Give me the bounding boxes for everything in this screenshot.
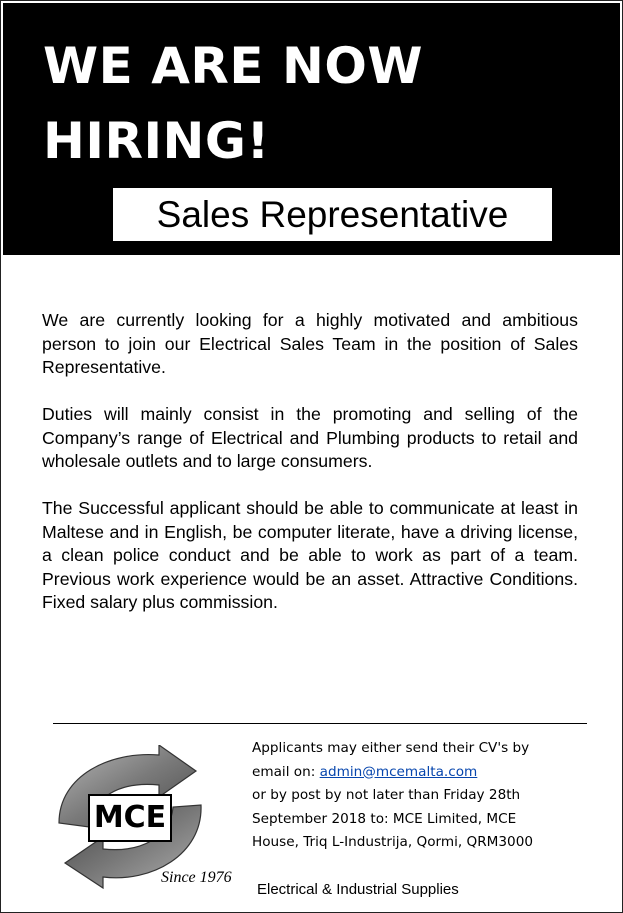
mce-logo: [51, 745, 246, 890]
divider: [53, 723, 587, 724]
logo-text: MCE: [93, 800, 167, 835]
contact-line-1: Applicants may either send their CV's by: [252, 740, 530, 756]
contact-line-2: [252, 761, 572, 785]
logo-since: Since 1976: [161, 869, 232, 886]
contact-line-4: September 2018 to: MCE Limited, MCE: [252, 810, 517, 827]
job-description: [42, 309, 578, 638]
contact-line-3: or by post by not later than Friday 28th: [252, 787, 521, 803]
position-title: Sales Representative: [156, 194, 509, 235]
email-link[interactable]: admin@mcemalta.com: [319, 763, 478, 780]
company-tagline: Electrical & Industrial Supplies: [257, 881, 459, 898]
header-banner: [3, 3, 620, 255]
headline-line-2: HIRING!: [43, 112, 270, 170]
email-label: email on:: [252, 763, 320, 780]
headline-line-1: WE ARE NOW: [43, 37, 423, 95]
paragraph-intro: We are currently looking for a highly motivated and ambitious person to join our Electrical Sales Team in the position of Sales Representative.: [42, 310, 578, 377]
contact-info: [252, 737, 572, 855]
paragraph-duties: Duties will mainly consist in the promoting and selling of the Company’s range of Electrical and Plumbing products to retail and wholesale outlets and to large consumers.: [42, 404, 578, 471]
headline: [43, 29, 603, 179]
contact-line-5: House, Triq L-Industrija, Qormi, QRM3000: [252, 834, 533, 850]
position-title-box: [113, 188, 552, 241]
paragraph-requirements: The Successful applicant should be able to communicate at least in Maltese and in English, be computer literate, have a driving license, a clean police conduct and be able to work as part of a team. Previous work experience would be an asset. Attractive Conditions. Fixed salary plus commission.: [42, 498, 578, 612]
